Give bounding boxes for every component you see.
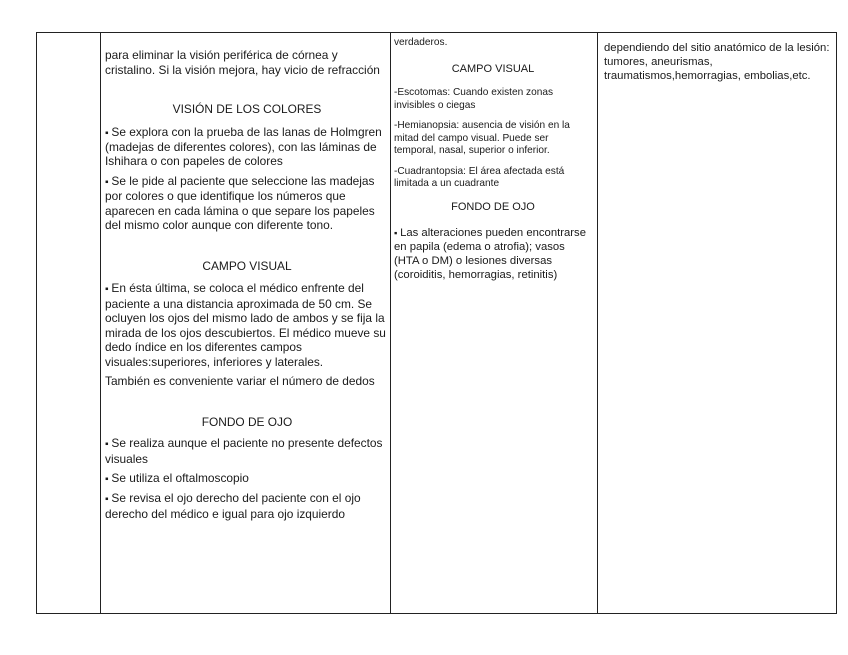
causes-text: dependiendo del sitio anatómico de la lesión: tumores, aneurismas, traumatismos,hemorragias, embolias,etc. <box>604 42 830 82</box>
findings-campo-heading: CAMPO VISUAL <box>451 62 535 75</box>
findings-fondo-heading: FONDO DE OJO <box>451 200 535 213</box>
column-divider-1 <box>100 32 101 614</box>
campo-visual-item: ▪ En ésta última, se coloca el médico enfrente del paciente a una distancia aproximada de 50 cm. Se ocluyen los ojos del mismo lado de ambos y se fija la mirada de los ojos descubiertos. El médico mueve su dedo índice en los diferentes campos visuales:superiores, inferiores y laterales. <box>105 281 389 369</box>
table-top-border <box>36 32 836 33</box>
vision-colores-heading: VISIÓN DE LOS COLORES <box>172 102 322 117</box>
causes-column <box>604 42 836 83</box>
fondo-item-3: ▪ Se revisa el ojo derecho del paciente con el ojo derecho del médico e igual para ojo izquierdo <box>105 491 389 521</box>
fondo-ojo-heading: FONDO DE OJO <box>201 414 293 429</box>
fondo-alteraciones-item: ▪ Las alteraciones pueden encontrarse en papila (edema o atrofia); vasos (HTA o DM) o lesiones diversas (coroiditis, hemorragias, retinitis) <box>394 226 592 282</box>
hemianopsia-item: -Hemianopsia: ausencia de visión en la mitad del campo visual. Puede ser temporal, nasal, superior o inferior. <box>394 120 570 157</box>
campo-visual-note: También es conveniente variar el número de dedos <box>105 374 375 389</box>
findings-top-text: verdaderos. <box>394 37 448 48</box>
exploration-column <box>105 48 389 521</box>
column-divider-3 <box>597 32 598 614</box>
table-left-border <box>36 32 37 614</box>
table-bottom-border <box>36 613 836 614</box>
escotomas-item: -Escotomas: Cuando existen zonas invisibles o ciegas <box>394 87 554 111</box>
column-divider-2 <box>390 32 391 614</box>
colores-item-2: ▪ Se le pide al paciente que seleccione las madejas por colores o que identifique los números que aparecen en cada lámina o que separe los papeles del mismo color aunque con diferente tono. <box>105 174 389 233</box>
fondo-item-1: ▪ Se realiza aunque el paciente no presente defectos visuales <box>105 436 389 466</box>
intro-paragraph: para eliminar la visión periférica de córnea y cristalino. Si la visión mejora, hay vicio de refracción <box>105 48 380 77</box>
campo-visual-heading: CAMPO VISUAL <box>202 258 292 273</box>
colores-item-1: ▪ Se explora con la prueba de las lanas de Holmgren (madejas de diferentes colores), con las láminas de Ishihara o con papeles de colores <box>105 125 389 169</box>
table-right-border <box>836 32 837 614</box>
findings-column <box>394 37 592 282</box>
fondo-item-2: ▪ Se utiliza el oftalmoscopio <box>105 471 389 486</box>
cuadrantopsia-item: -Cuadrantopsia: El área afectada está limitada a un cuadrante <box>394 165 565 190</box>
